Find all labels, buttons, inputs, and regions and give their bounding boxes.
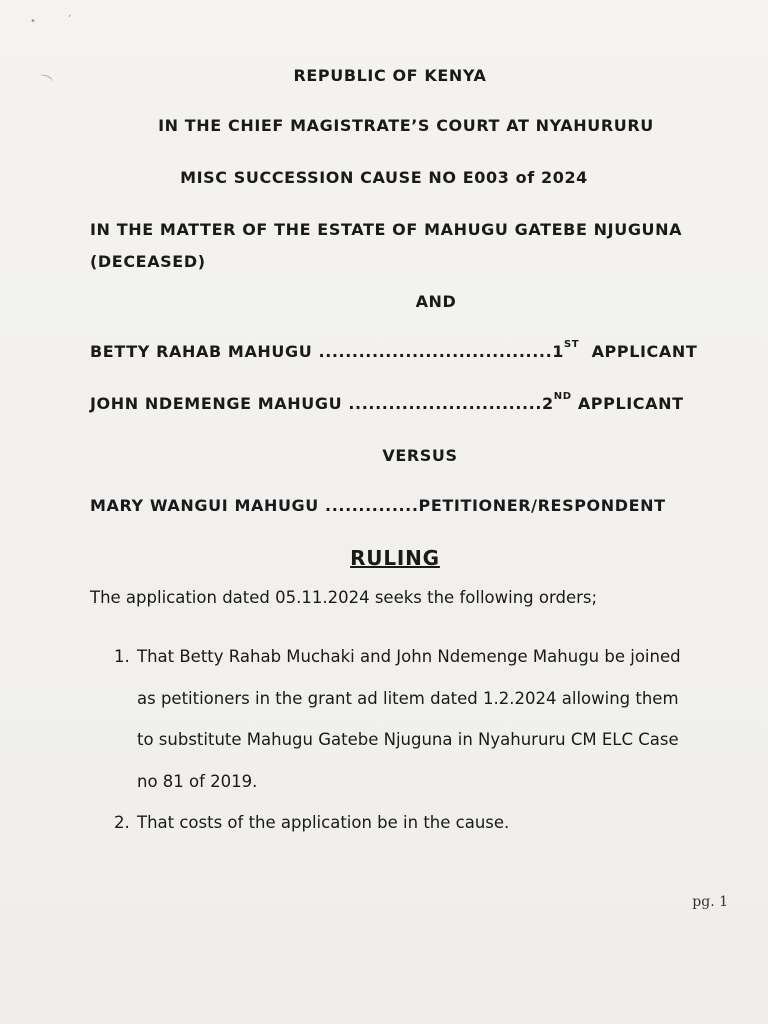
ruling-heading: RULING <box>350 546 440 570</box>
order-line: That Betty Rahab Muchaki and John Ndemenge Mahugu be joined <box>137 647 681 666</box>
order-line: no 81 of 2019. <box>137 771 258 791</box>
party-second-applicant <box>90 391 684 413</box>
order-line: to substitute Mahugu Gatebe Njuguna in Nyahururu CM ELC Case <box>137 730 679 749</box>
ruling-intro: The application dated 05.11.2024 seeks the following orders; <box>90 588 598 607</box>
party-name: JOHN NDEMENGE MAHUGU <box>90 394 343 413</box>
order-number: 2. <box>114 813 130 832</box>
party-respondent <box>90 496 666 515</box>
order-number: 1. <box>114 647 130 666</box>
party-ordinal-suffix: ND <box>553 391 572 402</box>
cause-number: MISC SUCCESSION CAUSE NO E003 of 2024 <box>180 168 588 187</box>
orders-list <box>114 636 734 844</box>
and-separator: AND <box>415 292 457 311</box>
order-line: That costs of the application be in the cause. <box>137 813 510 832</box>
order-item <box>114 636 734 802</box>
party-dots: ................................... <box>318 342 553 361</box>
page-number: pg. 1 <box>692 894 728 910</box>
scan-speck: ʼ <box>68 14 72 25</box>
party-dots: .............. <box>325 496 419 515</box>
order-item <box>114 802 734 844</box>
scan-mark: ⌒ <box>34 72 55 94</box>
party-role: APPLICANT <box>577 394 684 413</box>
order-line: as petitioners in the grant ad litem dated 1.2.2024 allowing them <box>137 688 679 708</box>
party-first-applicant <box>90 339 698 361</box>
party-ordinal-suffix: ST <box>563 339 580 350</box>
court-heading: IN THE CHIEF MAGISTRATE’S COURT AT NYAHURURU <box>158 116 654 135</box>
party-name: MARY WANGUI MAHUGU <box>90 496 319 515</box>
party-name: BETTY RAHAB MAHUGU <box>90 342 313 361</box>
republic-heading: REPUBLIC OF KENYA <box>293 66 487 85</box>
party-dots: ............................. <box>348 394 543 413</box>
party-ordinal: 1 <box>552 342 564 361</box>
party-role: APPLICANT <box>591 342 698 361</box>
party-ordinal: 2 <box>542 394 554 413</box>
matter-of-estate: IN THE MATTER OF THE ESTATE OF MAHUGU GATEBE NJUGUNA (DECEASED) <box>90 220 683 271</box>
scan-speck: • <box>30 16 36 27</box>
versus-separator: VERSUS <box>382 446 458 465</box>
party-role: PETITIONER/RESPONDENT <box>418 496 666 515</box>
